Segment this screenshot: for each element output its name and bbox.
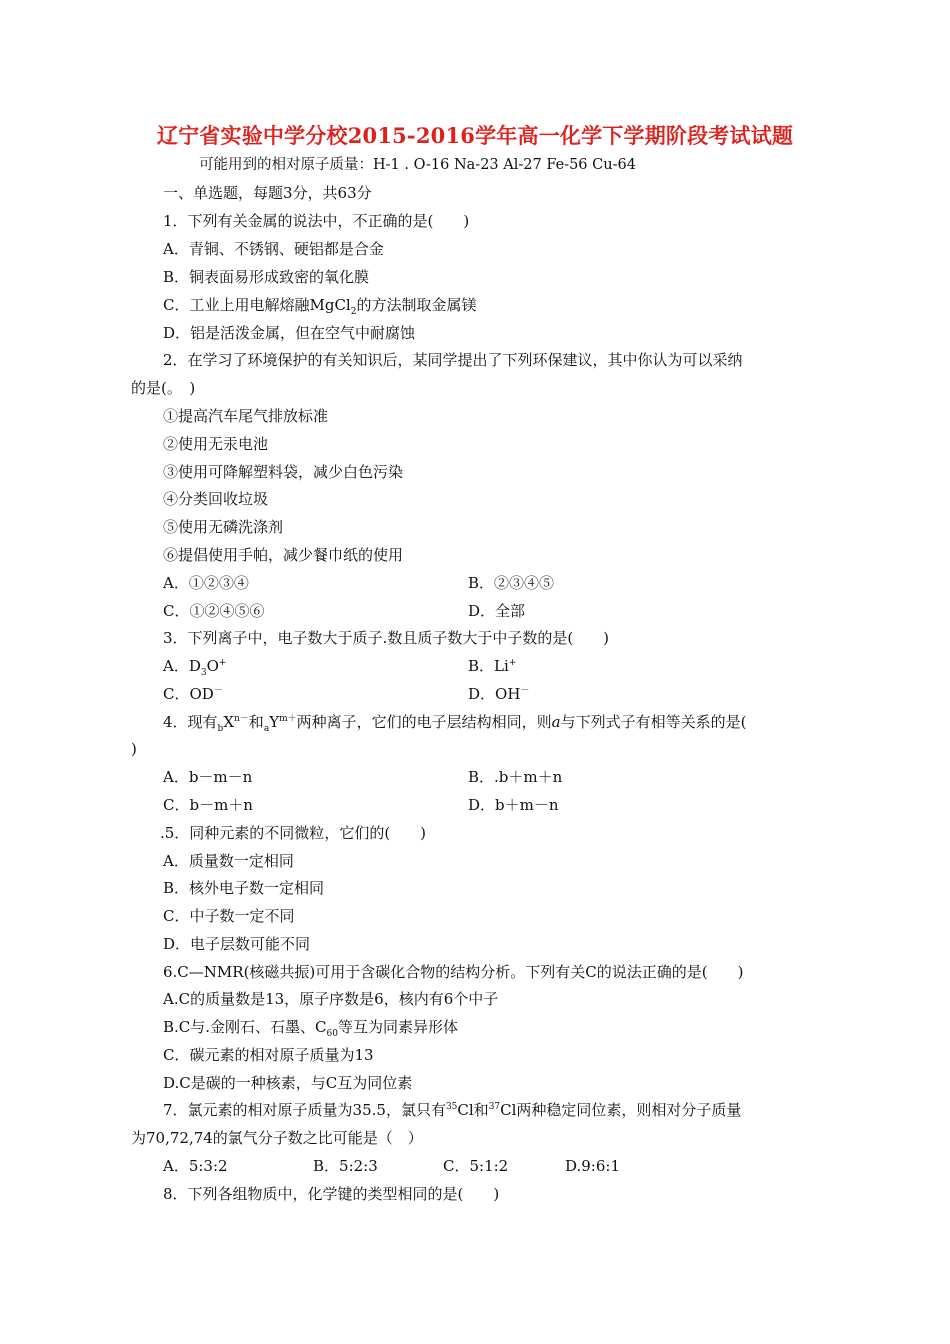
question-1-option-a: A．青铜、不锈钢、硬铝都是合金 (163, 240, 384, 258)
question-7-option-b: B．5:2:3 (313, 1157, 378, 1175)
question-5-stem: .5．同种元素的不同微粒，它们的( ) (160, 824, 427, 842)
question-7-stem-cont: 为70,72,74的氯气分子数之比可能是（ ） (131, 1129, 423, 1147)
question-4-option-d: D．b＋m－n (468, 796, 559, 814)
page-title: 辽宁省实验中学分校2015-2016学年高一化学下学期阶段考试试题 (156, 123, 794, 148)
question-4-option-a: A．b－m－n (163, 768, 253, 786)
question-2-option-c: C．①②④⑤⑥ (163, 602, 265, 620)
question-6-option-b: B.C与.金刚石、石墨、$C_{60}$等互为同素异形体 (163, 1018, 458, 1039)
question-3-option-a: A．$D_3O^+$ (163, 657, 227, 678)
question-2-item-2: ②使用无汞电池 (163, 435, 269, 453)
atomic-mass-note: 可能用到的相对原子质量：H-1 . O-16 Na-23 Al-27 Fe-56 Cu-64 (199, 157, 636, 173)
question-2-item-6: ⑥提倡使用手帕，减少餐巾纸的使用 (163, 546, 404, 564)
question-5-option-b: B．核外电子数一定相同 (163, 879, 325, 897)
question-1-option-b: B．铜表面易形成致密的氧化膜 (163, 268, 370, 286)
question-4-stem: 4．现有$_bX^{n-}$和$_aY^{m+}$两种离子，它们的电子层结构相同，则a与下列式子有相等关系的是( (163, 713, 747, 734)
question-5-option-c: C．中子数一定不同 (163, 907, 295, 925)
question-1-option-d: D．铝是活泼金属，但在空气中耐腐蚀 (163, 324, 416, 342)
question-3-option-b: B．Li+ (468, 657, 517, 675)
question-5-option-d: D．电子层数可能不同 (163, 935, 311, 953)
question-2-item-5: ⑤使用无磷洗涤剂 (163, 518, 284, 536)
question-7-option-d: D.9:6:1 (565, 1157, 620, 1175)
question-4-option-c: C．b－m＋n (163, 796, 253, 814)
question-7-option-a: A．5:3:2 (163, 1157, 228, 1175)
question-2-item-3: ③使用可降解塑料袋，减少白色污染 (163, 463, 404, 481)
question-2-option-b: B．②③④⑤ (468, 574, 555, 592)
question-2-item-4: ④分类回收垃圾 (163, 490, 269, 508)
question-6-option-c: C．碳元素的相对原子质量为13 (163, 1046, 374, 1064)
question-1-stem: 1．下列有关金属的说法中，不正确的是( ) (163, 212, 470, 230)
question-6-option-d: D.C是碳的一种核素，与C互为同位素 (163, 1074, 413, 1092)
question-7-option-c: C．5:1:2 (443, 1157, 509, 1175)
question-3-stem: 3．下列离子中，电子数大于质子.数且质子数大于中子数的是( ) (163, 629, 610, 647)
question-2-option-d: D．全部 (468, 602, 526, 620)
question-6-option-a: A.C的质量数是13，原子序数是6，核内有6个中子 (163, 990, 499, 1008)
question-7-stem: 7．氯元素的相对原子质量为35.5，氯只有$^{35}$Cl和$^{37}$Cl两种稳定同位素，则相对分子质量 (163, 1101, 742, 1119)
question-4-option-b: B．.b＋m＋n (468, 768, 563, 786)
question-3-option-d: D．OH－ (468, 685, 530, 703)
section-heading: 一、单选题，每题3分，共63分 (163, 184, 372, 202)
question-4-stem-cont: ) (131, 740, 137, 758)
question-3-option-c: C．OD－ (163, 685, 223, 703)
question-1-option-c: C．工业上用电解熔融MgCl$_2$的方法制取金属镁 (163, 296, 477, 317)
question-2-item-1: ①提高汽车尾气排放标准 (163, 407, 329, 425)
question-6-stem: 6.C—NMR(核磁共振)可用于含碳化合物的结构分析。下列有关C的说法正确的是( ) (163, 963, 744, 981)
question-5-option-a: A．质量数一定相同 (163, 852, 294, 870)
question-2-stem-cont: 的是(。 ) (131, 379, 196, 397)
question-8-stem: 8．下列各组物质中，化学键的类型相同的是( ) (163, 1185, 500, 1203)
question-2-option-a: A．①②③④ (163, 574, 249, 592)
question-2-stem: 2．在学习了环境保护的有关知识后，某同学提出了下列环保建议，其中你认为可以采纳 (163, 351, 743, 369)
